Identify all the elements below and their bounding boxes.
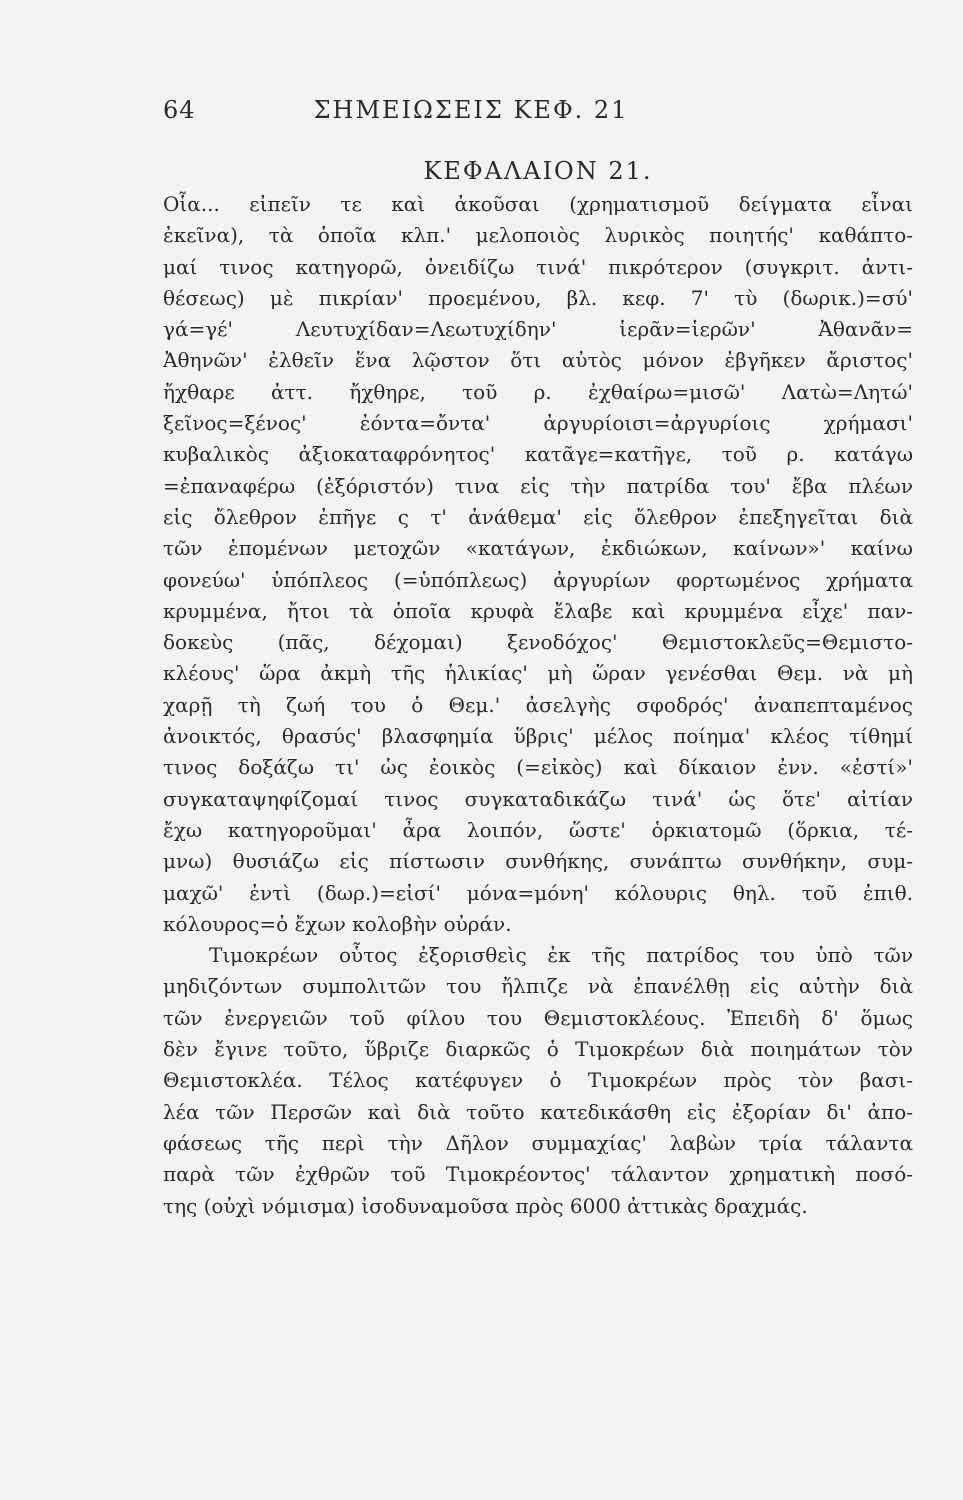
running-title: ΣΗΜΕΙΩΣΕΙΣ ΚΕΦ. 21 [313,96,629,124]
text-line: λέα τῶν Περσῶν καὶ διὰ τοῦτο κατεδικάσθη εἰς ἐξορίαν δι' ἀπο- [163,1099,913,1124]
page-number: 64 [163,96,196,124]
text-line: μαί τινος κατηγορῶ, ὀνειδίζω τινά' πικρότερον (συγκριτ. ἀντι- [163,254,913,279]
text-line: ἀνοικτός, θρασύς' βλασφημία ὕβρις' μέλος ποίημα' κλέος τίθημί [163,724,913,749]
text-line: μνω) θυσιάζω εἰς πίστωσιν συνθήκης, συνάπτω συνθήκην, συμ- [163,849,913,874]
text-line: θέσεως) μὲ πικρίαν' προεμένου, βλ. κεφ. 7' τὺ (δωρικ.)=σύ' [163,285,913,310]
text-line: μηδιζόντων συμπολιτῶν του ἤλπιζε νὰ ἐπανέλθῃ εἰς αὐτὴν διὰ [163,974,913,999]
text-line: φονεύω' ὑπόπλεος (=ὑπόπλεως) ἀργυρίων φορτωμένος χρήματα [163,567,913,592]
text-line: εἰς ὄλεθρον ἐπῆγε ς τ' ἀνάθεμα' εἰς ὄλεθρον ἐπεξηγεῖται διὰ [163,504,913,529]
text-line: φάσεως τῆς περὶ τὴν Δῆλον συμμαχίας' λαβὼν τρία τάλαντα [163,1130,913,1155]
text-line: της (οὐχὶ νόμισμα) ἰσοδυναμοῦσα πρὸς 6000 ἀττικὰς δραχμάς. [163,1193,808,1218]
chapter-heading: ΚΕΦΑΛΑΙΟΝ 21. [423,157,653,185]
text-line: Ἀθηνῶν' ἐλθεῖν ἕνα λῷστον ὅτι αὐτὸς μόνον ἐβγῆκεν ἄριστος' [163,348,913,373]
text-line: ἔχω κατηγοροῦμαι' ἆρα λοιπόν, ὥστε' ὁρκιατομῶ (ὅρκια, τέ- [163,817,913,842]
text-line: μαχῶ' ἐντὶ (δωρ.)=εἰσί' μόνα=μόνη' κόλουρις θηλ. τοῦ ἐπιθ. [163,880,913,905]
running-head [0,96,963,136]
text-line: κόλουρος=ὁ ἔχων κολοβὴν οὐράν. [163,911,512,936]
text-line: τῶν ἐνεργειῶν τοῦ φίλου του Θεμιστοκλέους. Ἐπειδὴ δ' ὅμως [163,1005,913,1030]
text-line: =ἐπαναφέρω (ἐξόριστόν) τινα εἰς τὴν πατρίδα του' ἔβα πλέων [163,473,913,498]
text-line: συγκαταψηφίζομαί τινος συγκαταδικάζω τινά' ὡς ὅτε' αἰτίαν [163,786,913,811]
text-line: ἐκεῖνα), τὰ ὁποῖα κλπ.' μελοποιὸς λυρικὸς ποιητής' καθάπτο- [163,223,913,248]
text-line: κλέους' ὥρα ἀκμὴ τῆς ἡλικίας' μὴ ὥραν γενέσθαι Θεμ. νὰ μὴ [163,661,913,686]
text-line: χαρῇ τὴ ζωή του ὁ Θεμ.' ἀσελγὴς σφοδρός' ἀναπεπταμένος [163,692,913,717]
text-line: ἤχθαρε ἀττ. ἤχθηρε, τοῦ ρ. ἐχθαίρω=μισῶ' Λατὼ=Λητώ' [163,379,913,404]
text-line: Τιμοκρέων οὗτος ἐξορισθεὶς ἐκ τῆς πατρίδος του ὑπὸ τῶν [209,943,913,968]
text-line: Θεμιστοκλέα. Τέλος κατέφυγεν ὁ Τιμοκρέων πρὸς τὸν βασι- [163,1068,913,1093]
text-line: δοκεὺς (πᾶς, δέχομαι) ξενοδόχος' Θεμιστοκλεῦς=Θεμιστο- [163,630,913,655]
text-line: Οἷα... εἰπεῖν τε καὶ ἀκοῦσαι (χρηματισμοῦ δείγματα εἶναι [163,192,913,216]
text-line: γά=γέ' Λευτυχίδαν=Λεωτυχίδην' ἱερᾶν=ἱερῶν' Ἀθανᾶν= [163,317,913,342]
text-line: κρυμμένα, ἤτοι τὰ ὁποῖα κρυφὰ ἔλαβε καὶ κρυμμένα εἶχε' παν- [163,598,913,623]
text-line: κυβαλικὸς ἀξιοκαταφρόνητος' κατᾶγε=κατῆγε, τοῦ ρ. κατάγω [163,442,913,467]
text-line: ξεῖνος=ξένος' ἐόντα=ὄντα' ἀργυρίοισι=ἀργυρίοις χρήμασι' [163,411,913,436]
text-line: δὲν ἔγινε τοῦτο, ὕβριζε διαρκῶς ὁ Τιμοκρέων διὰ ποιημάτων τὸν [163,1037,913,1062]
text-line: παρὰ τῶν ἐχθρῶν τοῦ Τιμοκρέοντος' τάλαντον χρηματικὴ ποσό- [163,1162,913,1187]
notes-body [163,189,913,1222]
text-line: τινος δοξάζω τι' ὡς ἐοικὸς (=εἰκὸς) καὶ δίκαιον ἐνν. «ἐστί»' [163,755,913,780]
text-line: τῶν ἑπομένων μετοχῶν «κατάγων, ἐκδιώκων, καίνων»' καίνω [163,536,913,561]
